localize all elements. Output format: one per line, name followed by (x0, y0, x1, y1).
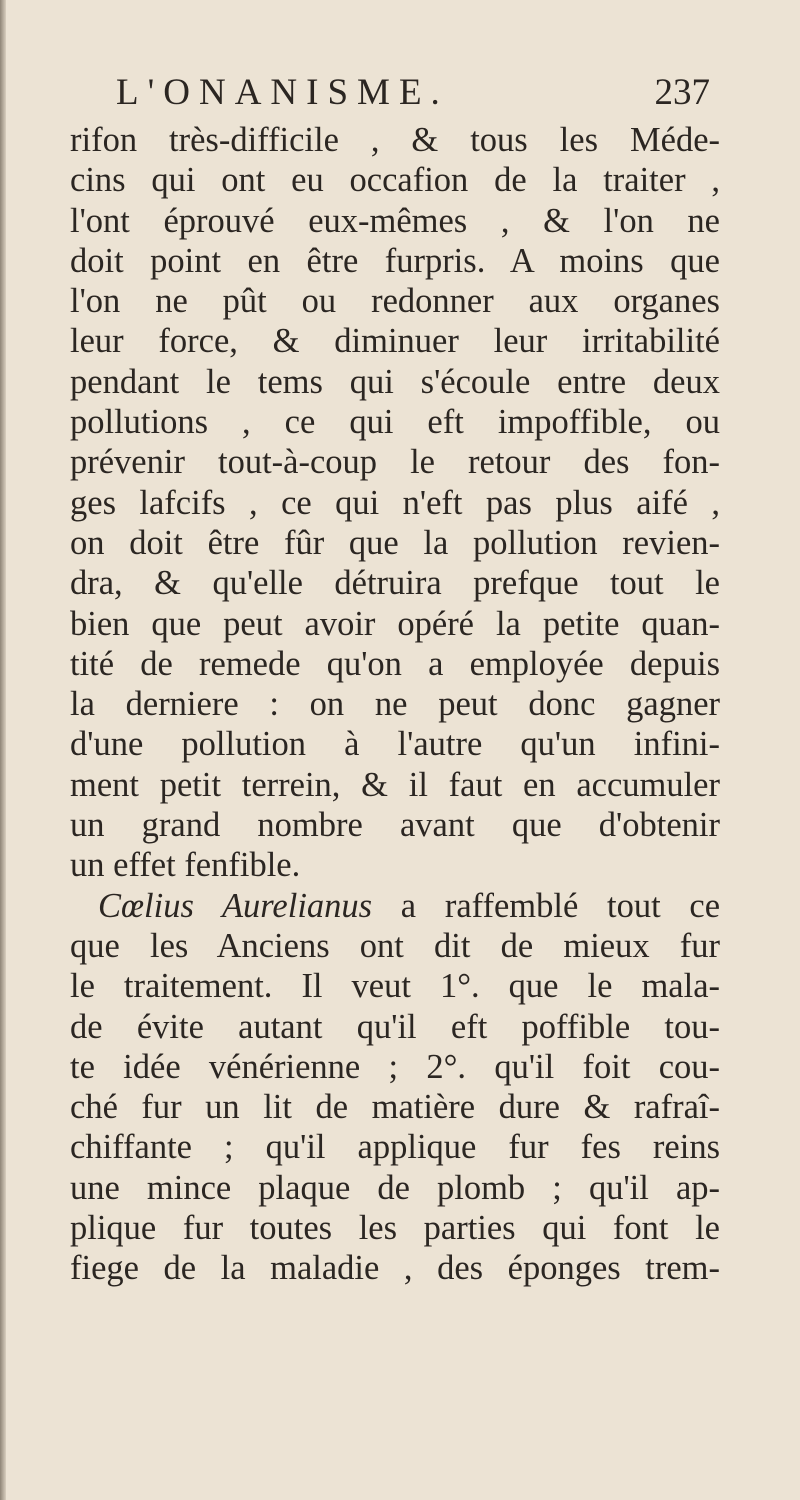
text-line: plique fur toutes les parties qui font le (70, 1209, 720, 1248)
text-fragment: a raffemblé tout ce (372, 886, 721, 925)
text-line: prévenir tout-à-coup le retour des fon- (70, 443, 720, 482)
text-line: dra, & qu'elle détruira prefque tout le (70, 564, 720, 603)
running-title: L'ONANISME. (116, 72, 449, 113)
text-line: la derniere : on ne peut donc gagner (70, 685, 720, 724)
paragraph-2-first-line (70, 886, 720, 926)
page-edge (0, 0, 6, 1500)
text-line: l'ont éprouvé eux-mêmes , & l'on ne (70, 201, 720, 240)
text-line: un grand nombre avant que d'obtenir (70, 806, 720, 845)
author-name: Cœlius Aurelianus (98, 886, 373, 925)
text-line: on doit être fûr que la pollution revien- (70, 523, 720, 562)
text-line: ges lafcifs , ce qui n'eft pas plus aifé , (70, 483, 720, 522)
body-text (70, 120, 720, 1289)
text-line: ché fur un lit de matière dure & rafraî- (70, 1088, 720, 1127)
text-line: le traitement. Il veut 1°. que le mala- (70, 967, 720, 1006)
text-line: de évite autant qu'il eft poffible tou- (70, 1007, 720, 1046)
text-line: un effet fenfible. (70, 846, 301, 885)
text-line: d'une pollution à l'autre qu'un infini- (70, 725, 720, 764)
page-number: 237 (654, 72, 710, 113)
text-line: pendant le tems qui s'écoule entre deux (70, 362, 720, 401)
text-line: chiffante ; qu'il applique fur fes reins (70, 1128, 720, 1167)
text-line: rifon très-difficile , & tous les Méde- (70, 121, 720, 159)
text-line: leur force, & diminuer leur irritabilité (70, 322, 720, 361)
text-line: une mince plaque de plomb ; qu'il ap- (70, 1168, 720, 1207)
text-line: ment petit terrein, & il faut en accumuler (70, 765, 720, 804)
text-line: doit point en être furpris. A moins que (70, 241, 720, 280)
text-line: pollutions , ce qui eft impoffible, ou (70, 403, 720, 442)
text-line: te idée vénérienne ; 2°. qu'il foit cou- (70, 1047, 720, 1086)
page-header (116, 70, 710, 116)
text-line: tité de remede qu'on a employée depuis (70, 644, 720, 683)
text-line: fiege de la maladie , des éponges trem- (70, 1249, 720, 1288)
text-line: l'on ne pût ou redonner aux organes (70, 282, 720, 321)
text-line: bien que peut avoir opéré la petite quan- (70, 604, 720, 643)
text-line: que les Anciens ont dit de mieux fur (70, 926, 720, 965)
text-line: cins qui ont eu occafion de la traiter , (70, 161, 720, 200)
